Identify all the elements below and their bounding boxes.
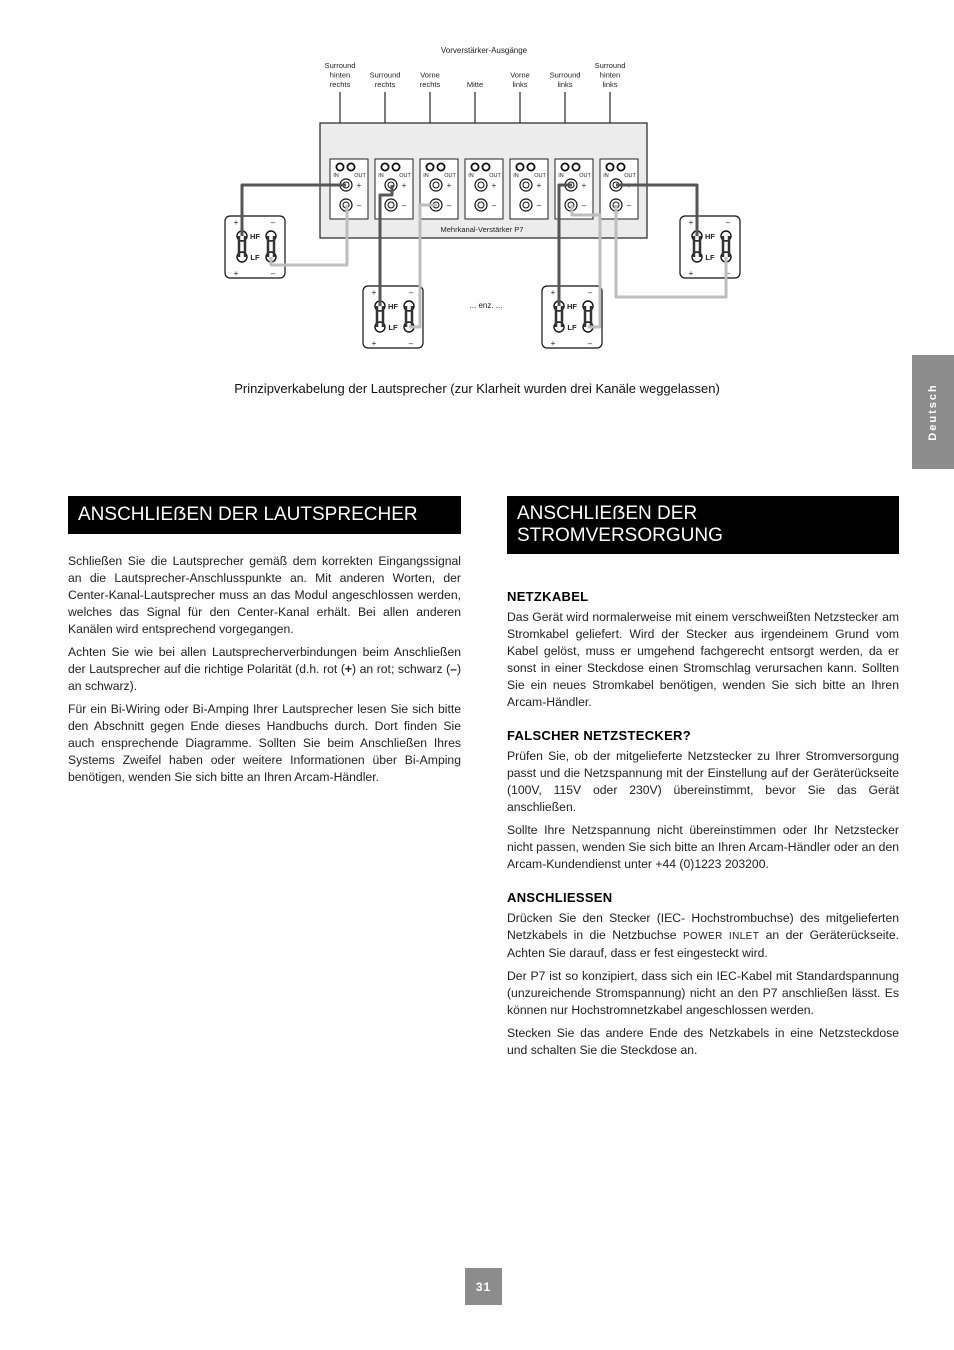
speaker-1 [225, 216, 285, 278]
polarity-text-b: ) an rot; schwarz ( [352, 662, 451, 676]
falscher-para-2: Sollte Ihre Netzspannung nicht übereinstimmen oder Ihr Netzstecker nicht passen, wenden Sie sich bitte an Ihren Arcam-Händler oder an den Arcam-Kundendienst unter +44 (0)1223 203200. [507, 823, 899, 871]
module-plus-6: + [581, 181, 587, 190]
in-label-3: IN [423, 173, 429, 179]
rca-out-1 [347, 163, 354, 170]
channel-label-3-line-1: Vorne [420, 70, 440, 80]
speaker-minus-top-1: – [270, 218, 276, 227]
speaker-minus-top-4: – [725, 218, 731, 227]
channel-label-2-line-2: rechts [374, 80, 396, 89]
page-number-text: 31 [475, 1279, 492, 1294]
channel-label-3-line-2: rechts [419, 80, 441, 89]
module-plus-1: + [356, 181, 362, 190]
speaker-minus-top-3: – [587, 288, 593, 297]
lf-label-4: LF [705, 253, 715, 262]
speaker-plus-bottom-2: + [371, 339, 377, 348]
module-minus-5: – [536, 201, 542, 210]
speaker-minus-top-2: – [408, 288, 414, 297]
rca-in-3 [426, 163, 433, 170]
channel-label-6-line-1: Surround [549, 70, 581, 80]
section-heading-speakers-text: ANSCHLIEẞEN DER LAUTSPRECHER [78, 504, 418, 525]
lf-label-2: LF [388, 323, 398, 332]
module-plus-7: + [626, 181, 632, 190]
rca-out-4 [482, 163, 489, 170]
speakers-para-3: Für ein Bi-Wiring oder Bi-Amping Ihrer Lautsprecher lesen Sie sich bitte den Abschnitt gegen Ende dieses Handbuchs durch. Dort finden Sie auch ensprechende Diagramme. Sollten Sie beim Anschließen Ihres Systems Zweifel haben oder weitere Informationen über Bi-Amping benötigen, wenden Sie sich bitte an Ihren Arcam-Händler. [68, 702, 461, 784]
anschliessen-text-a: Drücken Sie den Stecker (IEC- Hochstrombuchse) des mitgelieferten Netzkabels in die Netzbuchse [507, 911, 899, 942]
channel-label-1-line-2: hinten [329, 70, 351, 80]
post-minus-inner-2 [388, 202, 394, 208]
speaker-plus-bottom-3: + [550, 339, 556, 348]
speaker-minus-bottom-3: – [587, 339, 593, 348]
polarity-text-a: Achten Sie wie bei allen Lautsprecherverbindungen beim Anschließen der Lautsprecher auf die richtige Polarität (d.h. rot ( [68, 645, 461, 676]
module-minus-6: – [581, 201, 587, 210]
section-heading-speakers [68, 496, 461, 534]
speakers-para-1: Schließen Sie die Lautsprecher gemäß dem korrekten Eingangssignal an die Lautsprecher-Anschlusspunkte an. Mit anderen Worten, der Center-Kanal-Lautsprecher muss an das Modul angeschlossen werden, welches das Signal für den Center-Kanal erhält. Bei allen anderen Kanälen wird entsprechend vorgegangen. [68, 554, 461, 636]
module-minus-1: – [356, 201, 362, 210]
rca-in-6 [561, 163, 568, 170]
amplifier-label: Mehrkanal-Verstärker P7 [440, 225, 524, 234]
language-tab [912, 355, 954, 469]
rca-in-1 [336, 163, 343, 170]
polarity-minus: – [450, 662, 457, 676]
channel-label-5-line-1: Vorne [510, 70, 530, 80]
post-minus-inner-5 [523, 202, 529, 208]
speaker-wiring-diagram [220, 40, 760, 360]
module-minus-7: – [626, 201, 632, 210]
speaker-plus-top-2: + [371, 288, 377, 297]
post-minus-inner-4 [478, 202, 484, 208]
channel-label-6-line-2: links [557, 80, 573, 89]
netzkabel-heading: NETZKABEL [507, 589, 589, 604]
rca-out-2 [392, 163, 399, 170]
speaker-plus-top-1: + [233, 218, 239, 227]
in-label-1: IN [333, 173, 339, 179]
module-minus-4: – [491, 201, 497, 210]
channel-label-2-line-1: Surround [369, 70, 401, 80]
anschliessen-para-3: Stecken Sie das andere Ende des Netzkabels in eine Netzsteckdose und schalten Sie die Steckdose an. [507, 1026, 899, 1057]
rca-in-4 [471, 163, 478, 170]
diagram-heading: Vorverstärker-Ausgänge [440, 46, 528, 55]
speaker-minus-bottom-1: – [270, 269, 276, 278]
polarity-text-c: ) an schwarz). [68, 662, 461, 693]
out-label-4: OUT [489, 173, 501, 179]
channel-label-4-line-1: Mitte [466, 80, 484, 89]
etc-label: ... enz. ... [469, 301, 503, 310]
netzkabel-para: Das Gerät wird normalerweise mit einem verschweißten Netzstecker am Stromkabel geliefert. Wird der Stecker aus irgendeinem Grund vom Kabel gelöst, muss er umgehend fachgerecht entsorgt werden, da er sonst in einer Steckdose einen Stromschlag verursachen kann. Sollten Sie ein neues Stromkabel benötigen, wenden Sie sich bitte an Ihren Arcam-Händler. [507, 610, 899, 709]
lf-label-3: LF [567, 323, 577, 332]
speaker-minus-bottom-4: – [725, 269, 731, 278]
out-label-5: OUT [534, 173, 546, 179]
diagram-caption: Prinzipverkabelung der Lautsprecher (zur Klarheit wurden drei Kanäle weggelassen) [234, 381, 720, 396]
rca-in-2 [381, 163, 388, 170]
channel-label-1-line-1: Surround [324, 61, 356, 70]
anschliessen-text-b: an der Geräterückseite. Achten Sie darauf, dass er fest eingesteckt wird. [507, 928, 899, 960]
rca-in-7 [606, 163, 613, 170]
anschliessen-para-2: Der P7 ist so konzipiert, dass sich ein IEC-Kabel mit Standardspannung (unzureichende Stromspannung) nicht an den P7 anschließen lässt. Es können nur Hochstromnetzkabel angeschlossen werden. [507, 969, 899, 1017]
speaker-plus-top-3: + [550, 288, 556, 297]
anschliessen-para-1 [507, 910, 899, 962]
in-label-7: IN [603, 173, 609, 179]
page-number [465, 1268, 502, 1305]
module-minus-2: – [401, 201, 407, 210]
channel-label-1-line-3: rechts [329, 80, 351, 89]
in-label-6: IN [558, 173, 564, 179]
module-plus-5: + [536, 181, 542, 190]
speakers-text [68, 553, 461, 792]
hf-label-3: HF [567, 302, 577, 311]
power-inlet-term: POWER INLET [682, 931, 760, 942]
speaker-minus-bottom-2: – [408, 339, 414, 348]
power-text [507, 588, 899, 1065]
module-plus-3: + [446, 181, 452, 190]
polarity-plus: + [344, 662, 353, 676]
speaker-3 [542, 286, 602, 348]
section-heading-power-text: ANSCHLIEẞEN DER STROMVERSORGUNG [517, 503, 723, 546]
falscher-heading: FALSCHER NETZSTECKER? [507, 728, 691, 743]
module-plus-2: + [401, 181, 407, 190]
speakers-para-2 [68, 644, 461, 695]
post-plus-inner-4 [478, 182, 484, 188]
rca-in-5 [516, 163, 523, 170]
speaker-plus-bottom-4: + [688, 269, 694, 278]
module-plus-4: + [491, 181, 497, 190]
module-minus-3: – [446, 201, 452, 210]
in-label-2: IN [378, 173, 384, 179]
out-label-7: OUT [624, 173, 636, 179]
lf-label-1: LF [250, 253, 260, 262]
rca-out-6 [572, 163, 579, 170]
falscher-para-1: Prüfen Sie, ob der mitgelieferte Netzstecker zu Ihrer Stromversorgung passt und die Netzspannung mit der Einstellung auf der Geräterückseite (100V, 115V oder 230V) übereinstimmt, bevor Sie das Gerät anschließen. [507, 749, 899, 814]
out-label-1: OUT [354, 173, 366, 179]
speaker-plus-bottom-1: + [233, 269, 239, 278]
channel-label-7-line-3: links [602, 80, 618, 89]
hf-label-1: HF [250, 232, 260, 241]
speaker-2 [363, 286, 423, 348]
post-plus-inner-3 [433, 182, 439, 188]
in-label-5: IN [513, 173, 519, 179]
out-label-6: OUT [579, 173, 591, 179]
speaker-4 [680, 216, 740, 278]
channel-label-7-line-2: hinten [599, 70, 621, 80]
out-label-2: OUT [399, 173, 411, 179]
out-label-3: OUT [444, 173, 456, 179]
rca-out-3 [437, 163, 444, 170]
speaker-plus-top-4: + [688, 218, 694, 227]
hf-label-2: HF [388, 302, 398, 311]
channel-label-7-line-1: Surround [594, 61, 626, 70]
channel-label-5-line-2: links [512, 80, 528, 89]
hf-label-4: HF [705, 232, 715, 241]
language-tab-label: Deutsch [927, 383, 939, 441]
rca-out-5 [527, 163, 534, 170]
section-heading-power [507, 496, 899, 554]
anschliessen-heading: ANSCHLIESSEN [507, 890, 613, 905]
rca-out-7 [617, 163, 624, 170]
in-label-4: IN [468, 173, 474, 179]
post-plus-inner-5 [523, 182, 529, 188]
